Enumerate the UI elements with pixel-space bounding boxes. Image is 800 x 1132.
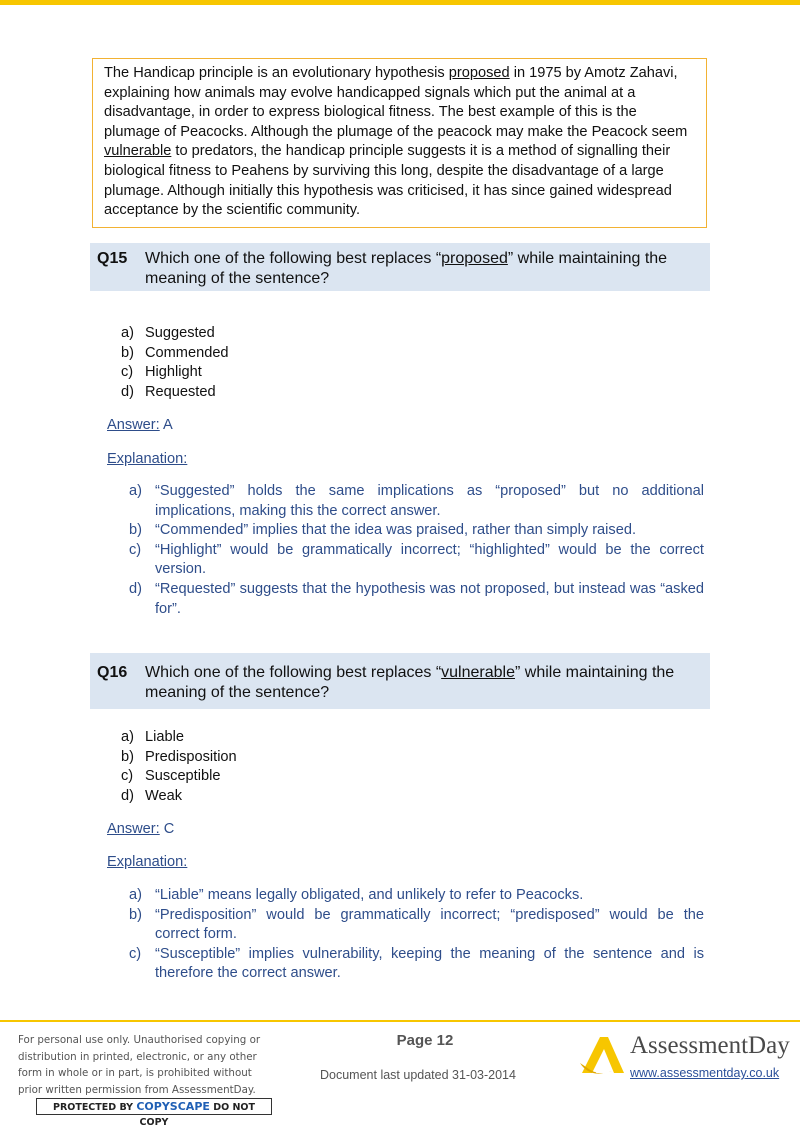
assessmentday-logo-icon — [578, 1033, 628, 1079]
question-15-options — [121, 324, 229, 402]
option-b: b) Commended — [121, 344, 229, 361]
option-d: d) Weak — [121, 787, 183, 804]
explanation-item: d) “Requested” suggests that the hypothesis was not proposed, but instead was “asked for”. — [129, 580, 704, 617]
passage-line: explaining how animals may evolve handicapped signals which put the animal at a — [104, 84, 636, 101]
explanation-item: a) “Suggested” holds the same implications as “proposed” but no additional implications, making this the correct answer. — [129, 483, 704, 519]
explanation-item: a) “Liable” means legally obligated, and unlikely to refer to Peacocks. — [129, 887, 584, 903]
question-16-header — [90, 653, 710, 709]
question-text: Which one of the following best replaces “vulnerable” while maintaining the — [145, 664, 675, 681]
passage-line — [104, 64, 696, 84]
option-c: c) Susceptible — [121, 768, 221, 785]
explanation-item: b) “Predisposition” would be grammatically incorrect; “predisposed” would be the correct form. — [129, 906, 704, 943]
question-text: Which one of the following best replaces “proposed” while maintaining the — [145, 250, 668, 267]
passage-line: disadvantage, in order to express biological fitness. The best example of this is the — [104, 104, 637, 121]
copyscape-badge[interactable]: PROTECTED BY COPYSCAPE DO NOT COPY — [36, 1098, 272, 1115]
explanation-16-label: Explanation: — [107, 854, 188, 870]
passage-line: acceptance by the scientific community. — [104, 202, 361, 219]
answer-16: Answer: C — [107, 821, 175, 837]
explanation-15-list — [129, 482, 704, 619]
passage-line — [104, 142, 696, 162]
explanation-item: c) “Susceptible” implies vulnerability, keeping the meaning of the sentence and is therefore the correct answer. — [129, 945, 704, 982]
passage-text: to predators, the handicap principle suggests it is a method of signalling their — [171, 143, 671, 160]
question-number: Q16 — [97, 664, 128, 681]
top-accent-bar — [0, 0, 800, 5]
question-keyword: proposed — [441, 250, 508, 267]
passage-text: in 1975 by Amotz Zahavi, — [509, 65, 678, 81]
question-text-line2: meaning of the sentence? — [145, 269, 330, 287]
option-d: d) Requested — [121, 383, 216, 400]
option-c: c) Highlight — [121, 364, 202, 381]
passage-line: plumage of Peacocks. Although the plumage of the peacock may make the Peacock seem — [104, 123, 688, 140]
passage-box — [92, 58, 707, 228]
explanation-15-label: Explanation: — [107, 451, 188, 467]
passage-text: The Handicap principle is an evolutionary hypothesis — [104, 65, 449, 81]
keyword-vulnerable: vulnerable — [104, 143, 172, 160]
assessmentday-logo-text: AssessmentDay — [630, 1032, 790, 1059]
website-link[interactable]: www.assessmentday.co.uk — [630, 1066, 780, 1080]
option-b: b) Predisposition — [121, 748, 237, 765]
question-text-line2: meaning of the sentence? — [145, 683, 330, 701]
option-a: a) Suggested — [121, 325, 215, 341]
explanation-item: b) “Commended” implies that the idea was praised, rather than simply raised. — [129, 522, 637, 539]
explanation-16-list — [129, 886, 704, 984]
question-15-header — [90, 243, 710, 291]
passage-line: plumage. Although initially this hypothesis was criticised, it has since gained widespread — [104, 182, 672, 199]
explanation-item: c) “Highlight” would be grammatically incorrect; “highlighted” would be the correct version. — [129, 541, 704, 578]
question-keyword: vulnerable — [441, 664, 515, 681]
question-number: Q15 — [97, 250, 128, 267]
copyright-disclaimer: For personal use only. Unauthorised copying or distribution in printed, electronic, or any other form in whole or in part, is prohibited without prior written permission from AssessmentDay. — [18, 1034, 261, 1096]
answer-15: Answer: A — [107, 417, 173, 433]
question-16-options — [121, 728, 237, 806]
passage-line: biological fitness to Peahens by surviving this long, despite the disadvantage of a large — [104, 162, 664, 179]
document-updated-date: Document last updated 31-03-2014 — [320, 1068, 516, 1082]
option-a: a) Liable — [121, 729, 184, 745]
page-number: Page 12 — [396, 1032, 454, 1049]
footer-divider — [0, 1020, 800, 1022]
keyword-proposed: proposed — [448, 65, 510, 81]
